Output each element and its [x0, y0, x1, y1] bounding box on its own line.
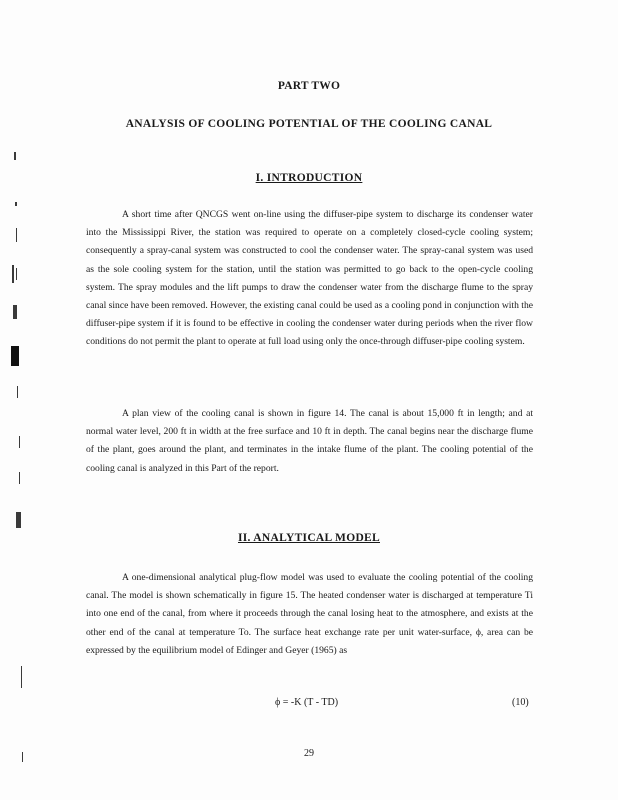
model-paragraph-1: A one-dimensional analytical plug-flow model was used to evaluate the cooling potential of the cooling canal. The model is shown schematically in figure 15. The heated condenser water is discharged at temperature Ti into one end of the canal, from where it proceeds through the canal losing heat to the atmosphere, and exists at the other end of the canal at temperature To. The surface heat exchange rate per unit water-surface, ϕ, area can be expressed by the equilibrium model of Edinger and Geyer (1965) as: [86, 572, 533, 656]
equation-formula: ϕ = -K (T - TD): [275, 697, 339, 708]
page-number: 29: [304, 748, 314, 759]
section-heading-analytical-model: II. ANALYTICAL MODEL: [237, 532, 380, 544]
part-title: PART TWO: [277, 80, 341, 92]
equation-row: [0, 697, 618, 715]
intro-paragraph-2: A plan view of the cooling canal is shown in figure 14. The canal is about 15,000 ft in length; and at normal water level, 200 ft in width at the free surface and 10 ft in depth. The canal begins near the discharge flume of the plant, goes around the plant, and terminates in the intake flume of the plant. The cooling potential of the cooling canal is analyzed in this Part of the report.: [86, 408, 533, 474]
document-title: ANALYSIS OF COOLING POTENTIAL OF THE COOLING CANAL: [125, 118, 493, 130]
section-heading-introduction: I. INTRODUCTION: [255, 172, 363, 184]
equation-number: (10): [512, 697, 529, 708]
intro-paragraph-1: A short time after QNCGS went on-line using the diffuser-pipe system to discharge its condenser water into the Mississippi River, the station was required to operate on a completely closed-cycle cooling system; consequently a spray-canal system was constructed to cool the condenser water. The spray-canal system was used as the sole cooling system for the station, until the station was permitted to go back to the open-cycle cooling system. The spray modules and the lift pumps to draw the condenser water from the discharge flume to the spray canal since have been removed. However, the existing canal could be used as a cooling pond in conjunction with the diffuser-pipe system if it is found to be effective in cooling the condenser water during periods when the river flow conditions do not permit the plant to operate at full load using only the once-through diffuser-pipe cooling system.: [86, 209, 533, 348]
